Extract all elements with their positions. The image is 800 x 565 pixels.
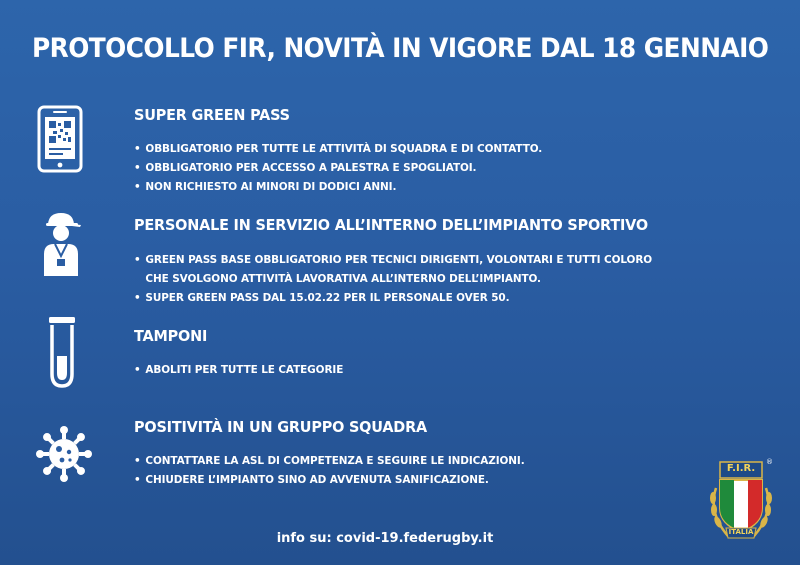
test-tube-icon [48, 316, 76, 388]
list-item: • OBBLIGATORIO PER TUTTE LE ATTIVITÀ DI SQUADRA E DI CONTATTO. [134, 142, 543, 155]
section-heading: POSITIVITÀ IN UN GRUPPO SQUADRA [134, 418, 427, 436]
bullet-list [134, 360, 354, 379]
section-heading: PERSONALE IN SERVIZIO ALL’INTERNO DELL’IMPIANTO SPORTIVO [134, 216, 648, 234]
list-item: • GREEN PASS BASE OBBLIGATORIO PER TECNICI DIRIGENTI, VOLONTARI E TUTTI COLORO [134, 253, 653, 266]
fir-logo [706, 458, 786, 548]
registered-mark: ® [766, 458, 773, 466]
section-heading: SUPER GREEN PASS [134, 106, 290, 124]
bullet-list [134, 250, 679, 307]
list-item: • CONTATTARE LA ASL DI COMPETENZA E SEGUIRE LE INDICAZIONI. [134, 454, 525, 467]
logo-top-text: F.I.R. [726, 463, 756, 474]
list-item: • SUPER GREEN PASS DAL 15.02.22 PER IL PERSONALE OVER 50. [134, 291, 510, 304]
list-item: • ABOLITI PER TUTTE LE CATEGORIE [134, 363, 344, 376]
list-item: • NON RICHIESTO AI MINORI DI DODICI ANNI. [134, 180, 397, 193]
staff-person-icon [40, 210, 82, 276]
page-title: PROTOCOLLO FIR, NOVITÀ IN VIGORE DAL 18 GENNAIO [32, 33, 769, 64]
bullet-list [134, 139, 564, 196]
section-heading: TAMPONI [134, 327, 208, 345]
logo-bottom-text: ITALIA [728, 528, 754, 536]
list-item: • CHIUDERE L’IMPIANTO SINO AD AVVENUTA SANIFICAZIONE. [134, 473, 489, 486]
list-item-continuation: CHE SVOLGONO ATTIVITÀ LAVORATIVA ALL’INTERNO DELL’IMPIANTO. [145, 272, 541, 285]
bullet-list [134, 451, 545, 489]
footer-info: info su: covid-19.federugby.it [276, 531, 494, 546]
smartphone-qr-icon [36, 105, 84, 173]
list-item: • OBBLIGATORIO PER ACCESSO A PALESTRA E SPOGLIATOI. [134, 161, 477, 174]
virus-icon [35, 425, 93, 483]
